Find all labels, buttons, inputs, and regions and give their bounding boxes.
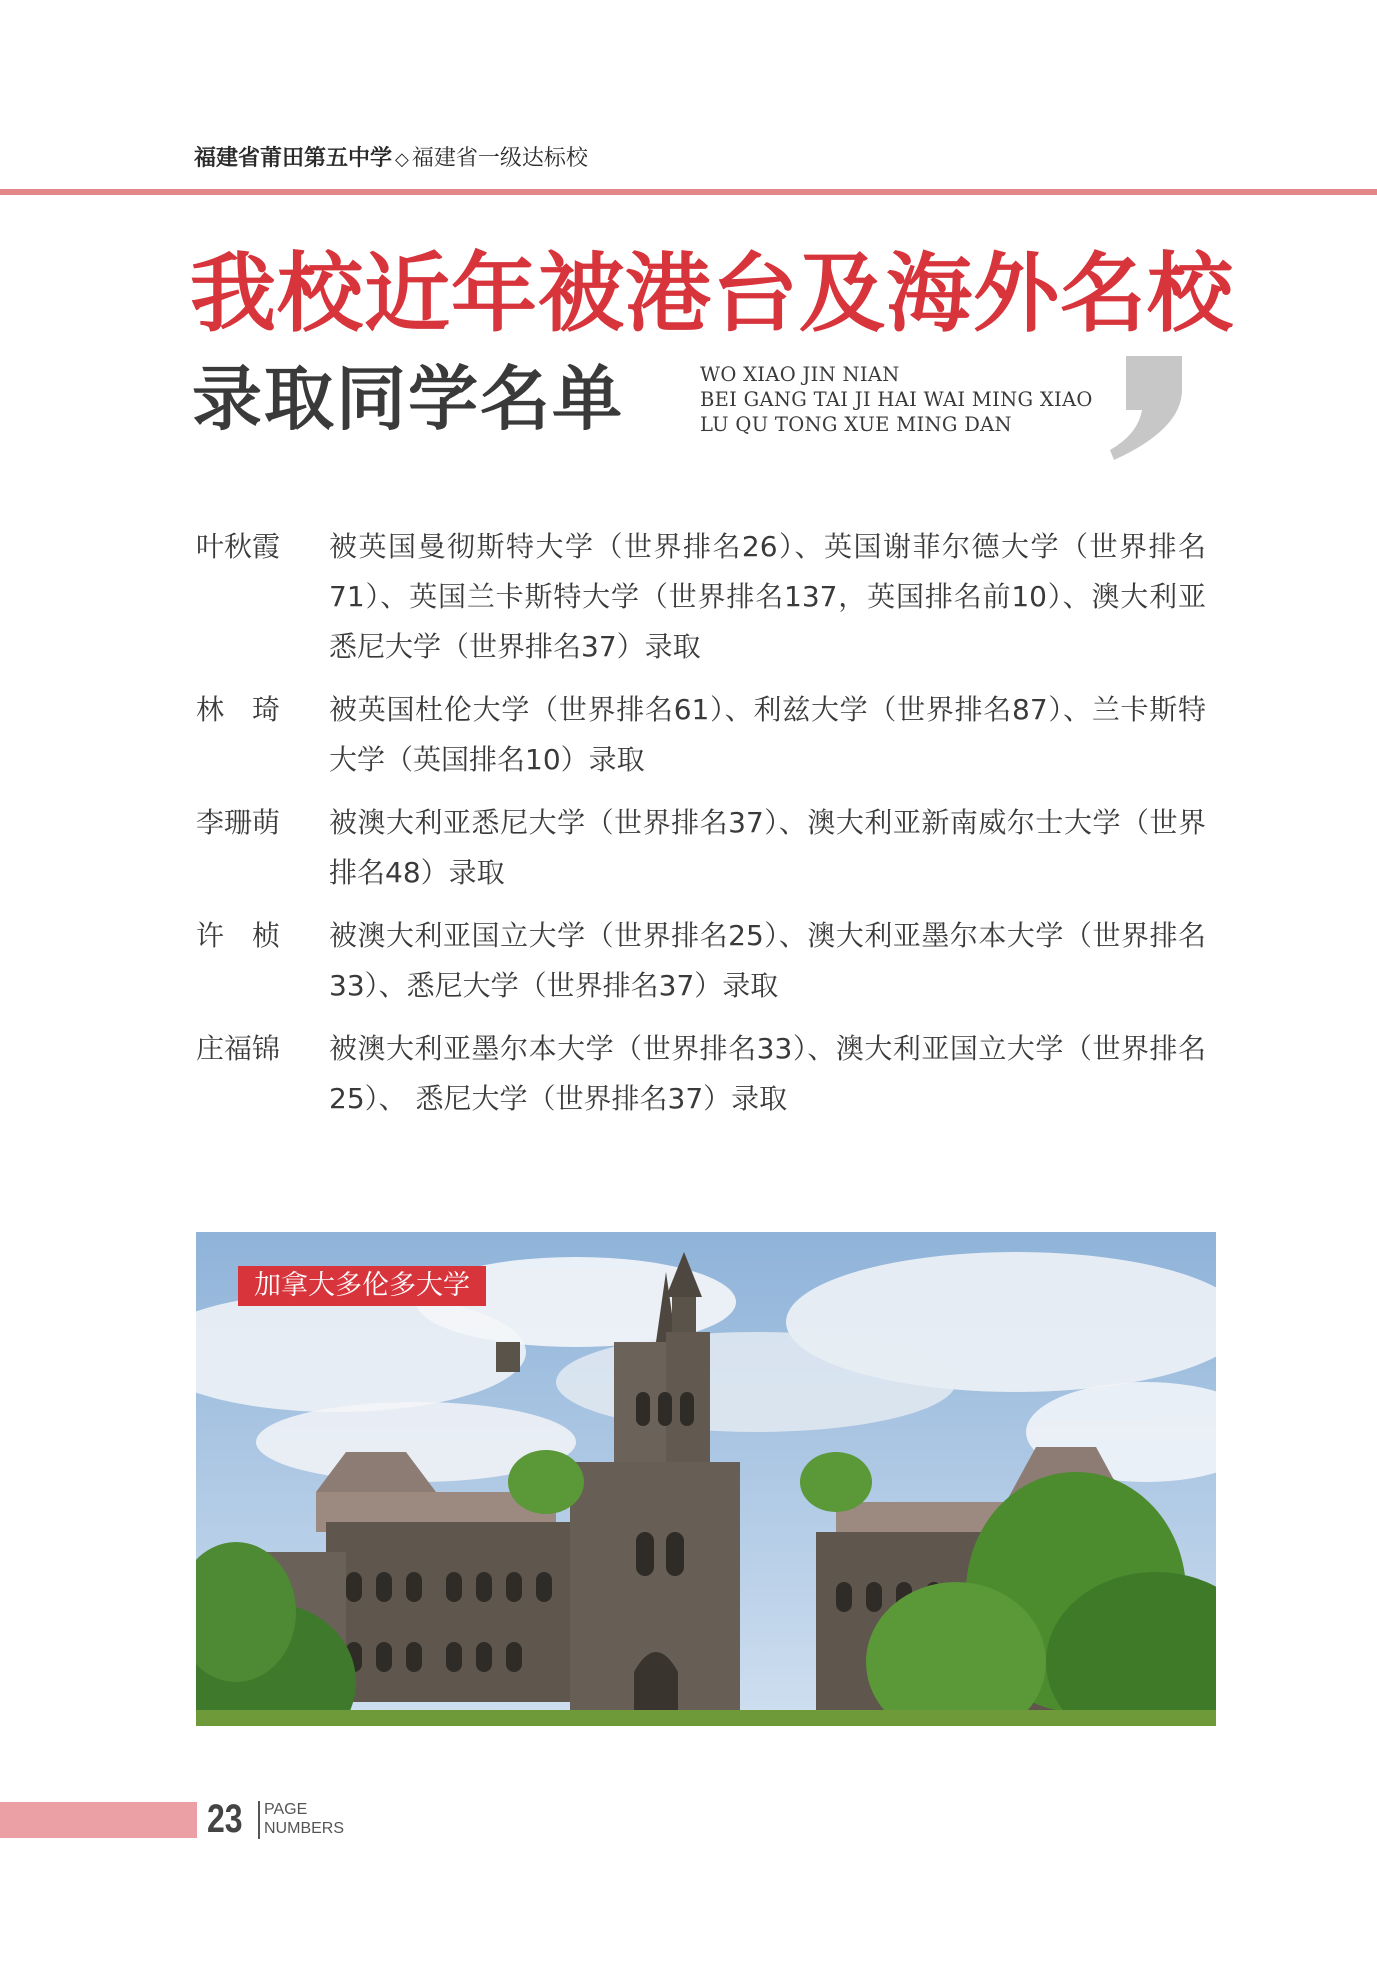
diamond-separator: ◇ (395, 149, 409, 170)
page-title: 我校近年被港台及海外名校 (190, 244, 1234, 344)
admission-detail: 被澳大利亚墨尔本大学（世界排名33）、澳大利亚国立大学（世界排名25）、 悉尼大学（世界排名37）录取 (329, 1032, 1206, 1115)
page-label-line: NUMBERS (264, 1820, 345, 1837)
pinyin-line: BEI GANG TAI JI HAI WAI MING XIAO (700, 388, 1093, 411)
student-name: 许 桢 (196, 919, 281, 952)
page-subtitle: 录取同学名单 (192, 358, 624, 440)
page-number-label (264, 1800, 344, 1838)
list-item (196, 798, 1206, 898)
footer-bar (0, 1802, 197, 1838)
university-photo (196, 1232, 1216, 1726)
school-status: 福建省一级达标校 (411, 146, 588, 171)
admission-detail: 被澳大利亚国立大学（世界排名25）、澳大利亚墨尔本大学（世界排名33）、悉尼大学（世界排名37）录取 (329, 919, 1206, 1002)
header-line (194, 144, 588, 175)
school-name: 福建省莆田第五中学 (194, 146, 393, 171)
admission-detail: 被英国杜伦大学（世界排名61）、利兹大学（世界排名87）、兰卡斯特大学（英国排名10）录取 (329, 693, 1206, 776)
pinyin-line: WO XIAO JIN NIAN (700, 363, 900, 386)
student-name: 庄福锦 (196, 1032, 281, 1065)
page-number-divider (258, 1801, 260, 1839)
student-name: 李珊萌 (196, 806, 281, 839)
list-item (196, 911, 1206, 1011)
student-name: 叶秋霞 (196, 530, 281, 563)
student-name: 林 琦 (196, 693, 281, 726)
pinyin-title (700, 362, 1093, 437)
list-item (196, 685, 1206, 785)
university-building-image (196, 1232, 1216, 1726)
list-item (196, 1024, 1206, 1124)
page-number: 23 (207, 1797, 243, 1841)
header-rule (0, 189, 1377, 195)
page-label-line: PAGE (264, 1801, 308, 1818)
list-item (196, 522, 1206, 672)
admission-list (196, 522, 1206, 1137)
comma-quote-icon (1108, 352, 1184, 464)
admission-detail: 被澳大利亚悉尼大学（世界排名37）、澳大利亚新南威尔士大学（世界排名48）录取 (329, 806, 1206, 889)
admission-detail: 被英国曼彻斯特大学（世界排名26）、英国谢菲尔德大学（世界排名71）、英国兰卡斯特大学（世界排名137，英国排名前10）、澳大利亚悉尼大学（世界排名37）录取 (329, 530, 1206, 663)
photo-caption: 加拿大多伦多大学 (238, 1266, 486, 1306)
pinyin-line: LU QU TONG XUE MING DAN (700, 413, 1012, 436)
